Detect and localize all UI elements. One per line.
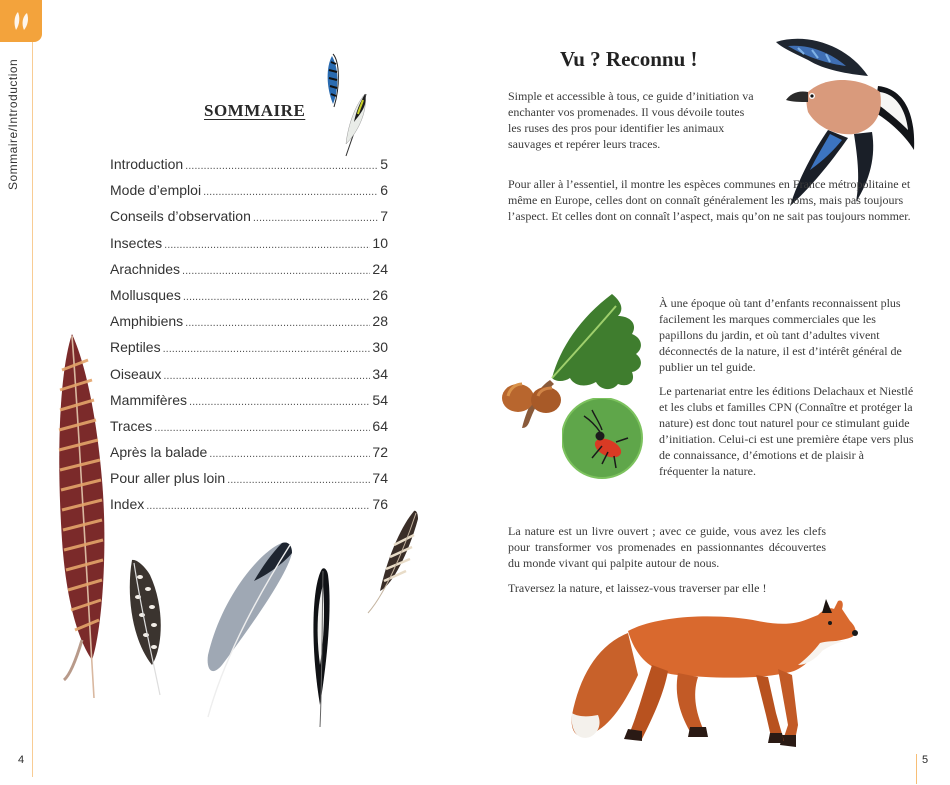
toc-entry-label: Mammifères [110,391,188,408]
page-number-left: 4 [18,754,25,766]
intro-paragraph-6: Traversez la nature, et laissez-vous traverser par elle ! [508,581,767,595]
toc-entry [110,313,388,339]
magpie-feather-icon [346,94,366,156]
toc-entry [110,444,388,470]
magpie-tail-feather-icon [313,568,329,727]
feathers-illustration [122,505,427,735]
toc-entry [110,182,388,208]
toc-entry-page: 26 [372,286,388,303]
toc-entry [110,261,388,287]
beetle-icon [562,398,642,478]
toc-entry [110,366,388,392]
toc-entry-label: Introduction [110,156,184,172]
toc-entry-page: 34 [372,365,388,382]
toc-entry [110,392,388,418]
toc-entry-label: Arachnides [110,260,181,277]
toc-entry-label: Index [110,496,145,513]
toc-entry-label: Pour aller plus loin [110,470,226,487]
side-rule [32,42,33,777]
toc-entry [110,339,388,365]
toc-leader-dots [164,239,370,251]
toc-entry-label: Oiseaux [110,365,162,382]
toc-leader-dots [253,212,378,224]
toc-entry-page: 74 [372,470,388,487]
toc-leader-dots [209,448,370,460]
toc-entry-page: 5 [380,156,388,172]
toc-entry [110,470,388,496]
toc-entry [110,235,388,261]
toc-entry-page: 28 [372,313,388,330]
toc-leader-dots [154,422,370,434]
intro-paragraph-4: Le partenariat entre les éditions Delachaux et Niestlé et les clubs et familles CPN (Connaître et protéger la nature) est donc tout naturel pour ce stimulant guide d’initiation. Celui-ci est une première étape vers plus de connaissance, d’émotions et de plaisir à fréquenter la nature. [659,384,914,478]
intro-paragraph-5: La nature est un livre ouvert ; avec ce guide, vous avez les clefs pour transformer vos promenades en passionnantes découvertes du monde vivant qui palpite autour de nous. [508,524,826,570]
toc-leader-dots [227,474,370,486]
toc-entry-page: 76 [372,496,388,513]
toc-leader-dots [182,265,370,277]
barred-feather-icon [368,511,418,613]
intro-paragraph-3: À une époque où tant d’enfants reconnaissent plus facilement les marques commerciales que les papillons du jardin, et où tant d’adultes vivent déconnectés de la nature, il est d’intérêt général de publier un tel guide. [659,296,902,374]
toc-leader-dots [189,396,370,408]
toc-leader-dots [163,343,371,355]
toc-entry-label: Mollusques [110,286,181,303]
toc-entry-page: 54 [372,391,388,408]
toc-entry-page: 64 [372,417,388,434]
page-rule-right [916,754,917,784]
toc-leader-dots [163,370,370,382]
toc-entry-page: 10 [372,234,388,251]
pheasant-feather-illustration [52,330,116,702]
toc-entry-label: Mode d’emploi [110,182,202,199]
toc-entry [110,287,388,313]
grey-feather-icon [208,542,292,717]
intro-paragraph-1: Simple et accessible à tous, ce guide d’initiation va enchanter vos promenades. Il vous dévoile toutes les ruses des pros pour identifier les animaux sauvages et repérer leurs traces. [508,89,754,151]
toc-entry-label: Amphibiens [110,313,184,330]
toc-leader-dots [183,291,371,303]
page-number-right: 5 [922,754,929,766]
toc-entry-page: 7 [380,208,388,225]
toc-leader-dots [185,160,378,172]
toc-entry-label: Reptiles [110,339,161,356]
toc-entry-page: 24 [372,260,388,277]
toc-leader-dots [203,186,378,198]
spotted-feather-icon [130,560,161,695]
jay-feather-icon [328,54,339,107]
toc-entry [110,208,388,234]
toc-entry-label: Insectes [110,234,163,251]
toc-entry-label: Traces [110,417,153,434]
intro-heading: Vu ? Reconnu ! [560,47,698,71]
intro-paragraph-2: Pour aller à l’essentiel, il montre les espèces communes en France métropolitaine et même en Europe, celles dont on connaît généralement les noms, mais pas toujours l’aspect. Et celles dont on connaît l’aspect, mais qu’on ne sait pas toujours nommer. [508,177,911,223]
small-feathers-illustration [318,52,378,160]
table-of-contents [110,156,388,523]
fox-illustration [568,585,860,753]
toc-entry-page: 72 [372,444,388,461]
red-fox-icon [572,599,858,747]
section-label: Sommaire/Introduction [6,58,20,190]
toc-title: SOMMAIRE [204,101,306,120]
toc-entry-page: 6 [380,182,388,199]
pheasant-feather-icon [59,334,104,698]
beetle-illustration [562,398,644,480]
toc-entry-label: Après la balade [110,444,208,461]
toc-leader-dots [185,317,370,329]
toc-entry [110,418,388,444]
toc-entry [110,156,388,182]
toc-entry-page: 30 [372,339,388,356]
toc-entry-label: Conseils d’observation [110,208,251,225]
